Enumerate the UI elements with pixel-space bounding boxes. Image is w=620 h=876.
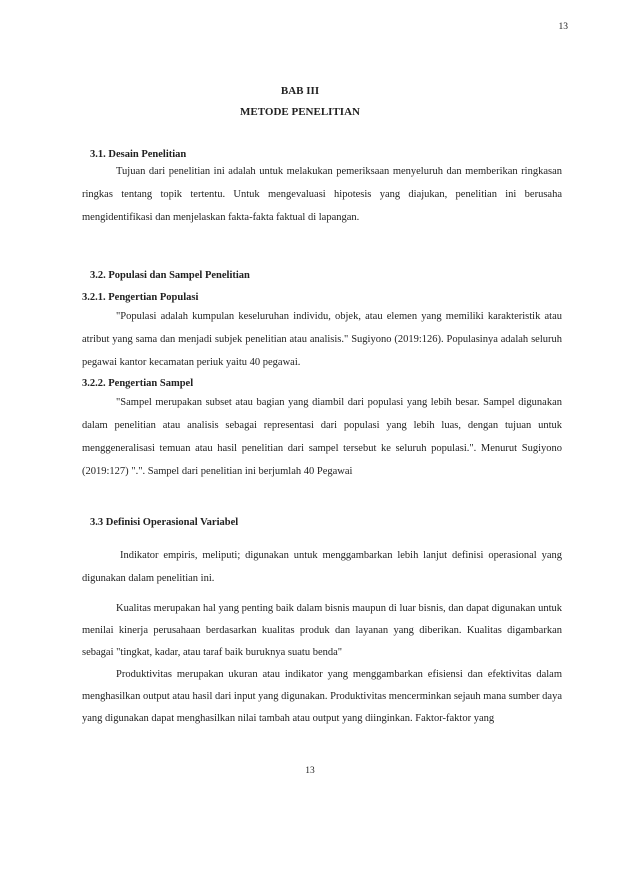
section-3-2-1-title: 3.2.1. Pengertian Populasi	[82, 292, 199, 303]
section-3-2-2-paragraph	[82, 391, 562, 483]
section-3-1-text: Tujuan dari penelitian ini adalah untuk melakukan pemeriksaan menyeluruh dan memberikan ringkasan ringkas tentang topik tertentu. Untuk mengevaluasi hipotesis yang diajukan, penelitian ini berusaha mengidentifikasi dan menjelaskan fakta-fakta faktual di lapangan.	[82, 166, 562, 223]
section-3-2-2-text: "Sampel merupakan subset atau bagian yang diambil dari populasi yang lebih besar. Sampel digunakan dalam penelitian atau analisis sebagai representasi dari populasi yang lebih luas, dengan tujuan untuk menggeneralisasi temuan atau hasil penelitian dari sampel tersebut ke seluruh populasi.". Menurut Sugiyono (2019:127) ".". Sampel dari penelitian ini berjumlah 40 Pegawai	[82, 397, 562, 477]
page-number-top: 13	[558, 22, 568, 32]
chapter-title: METODE PENELITIAN	[240, 106, 360, 118]
section-3-3-text-2: Kualitas merupakan hal yang penting baik dalam bisnis maupun di luar bisnis, dan dapat digunakan untuk menilai kinerja perusahaan berdasarkan kualitas produk dan layanan yang diberikan. Kualitas digambarkan sebagai "tingkat, kadar, atau taraf baik buruknya suatu benda"	[82, 603, 562, 658]
section-3-3-title: 3.3 Definisi Operasional Variabel	[90, 517, 239, 528]
section-3-1-paragraph	[82, 160, 562, 229]
section-3-3-paragraph-1	[82, 544, 562, 590]
section-3-3-text-3: Produktivitas merupakan ukuran atau indikator yang menggambarkan efisiensi dan efektivitas dalam menghasilkan output atau hasil dari input yang digunakan. Produktivitas mencerminkan sejauh mana sumber daya yang digunakan dapat menghasilkan nilai tambah atau output yang diinginkan. Faktor-faktor yang	[82, 669, 562, 724]
section-3-3-paragraph-3	[82, 664, 562, 730]
section-3-2-2-title: 3.2.2. Pengertian Sampel	[82, 378, 194, 389]
section-3-3-text-1: Indikator empiris, meliputi; digunakan untuk menggambarkan lebih lanjut definisi operasional yang digunakan dalam penelitian ini.	[82, 550, 562, 584]
chapter-label: BAB III	[280, 85, 320, 97]
section-3-2-1-paragraph	[82, 305, 562, 374]
section-3-3-paragraph-2	[82, 598, 562, 664]
page-number-bottom: 13	[305, 766, 315, 776]
section-3-2-1-text: "Populasi adalah kumpulan keseluruhan individu, objek, atau elemen yang memiliki karakteristik atau atribut yang sama dan menjadi subjek penelitian atau analisis." Sugiyono (2019:126). Populasinya adalah seluruh pegawai kantor kecamatan periuk yaitu 40 pegawai.	[82, 311, 562, 368]
section-3-2-title: 3.2. Populasi dan Sampel Penelitian	[90, 270, 250, 281]
section-3-1-title: 3.1. Desain Penelitian	[90, 149, 187, 160]
